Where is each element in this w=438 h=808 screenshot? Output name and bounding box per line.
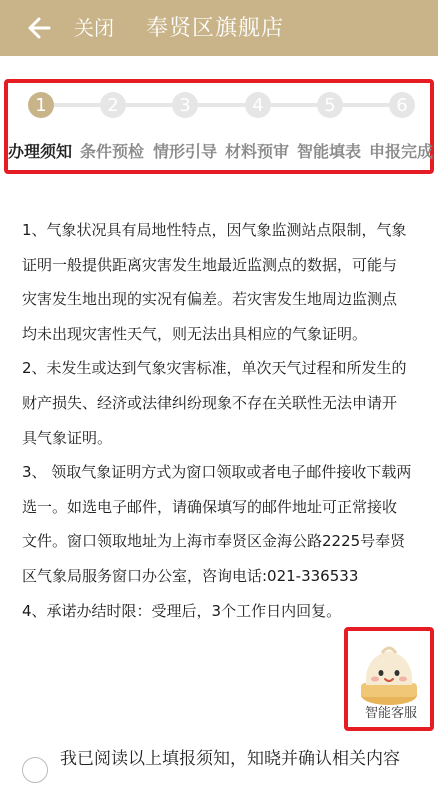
notice-line: 4、承诺办结时限：受理后，3个工作日内回复。 (22, 601, 342, 620)
top-bar (0, 0, 438, 56)
step-progress (4, 79, 434, 174)
notice-line: 文件。窗口领取地址为上海市奉贤区金海公路2225号奉贤 (22, 532, 406, 551)
notice-line: 2、未发生或达到气象灾害标准，单次天气过程和所发生的 (22, 359, 407, 378)
step-5-circle: 5 (317, 92, 343, 118)
step-3-circle: 3 (172, 92, 198, 118)
notice-line: 具气象证明。 (22, 428, 113, 447)
agree-radio[interactable] (22, 757, 48, 783)
notice-line: 均未出现灾害性天气，则无法出具相应的气象证明。 (22, 324, 368, 343)
back-button[interactable] (20, 10, 56, 46)
step-connector (271, 103, 317, 107)
smart-service-button[interactable] (344, 627, 434, 731)
step-6-label: 申报完成 (369, 142, 434, 161)
step-connector (343, 103, 389, 107)
notice-content (22, 213, 418, 628)
page-title: 奉贤区旗舰店 (146, 16, 285, 41)
step-connector (198, 103, 245, 107)
step-6-circle: 6 (389, 92, 415, 118)
step-4-label: 材料预审 (225, 142, 290, 161)
step-1-circle: 1 (28, 92, 54, 118)
back-arrow-icon (25, 15, 51, 41)
step-2-label: 条件预检 (80, 142, 145, 161)
step-5-label: 智能填表 (297, 142, 362, 161)
step-1-label: 办理须知 (8, 142, 73, 161)
notice-line: 证明一般提供距离灾害发生地最近监测点的数据，可能与 (22, 255, 398, 274)
step-4-circle: 4 (245, 92, 271, 118)
agree-text: 我已阅读以上填报须知，知晓并确认相关内容 (60, 749, 400, 769)
step-connector (54, 103, 100, 107)
notice-line: 1、气象状况具有局地性特点，因气象监测站点限制，气象 (22, 221, 407, 239)
notice-line: 区气象局服务窗口办公室，咨询电话:021-336533 (22, 566, 359, 585)
step-connector (126, 103, 172, 107)
bun-mascot-icon (348, 633, 430, 709)
step-3-label: 情形引导 (153, 142, 218, 161)
close-button[interactable]: 关闭 (74, 16, 114, 40)
step-bar (8, 83, 434, 170)
notice-line: 3、 领取气象证明方式为窗口领取或者电子邮件接收下载两 (22, 463, 412, 482)
notice-line: 财产损失、经济或法律纠纷现象不存在关联性无法申请开 (22, 393, 398, 412)
step-2-circle: 2 (100, 92, 126, 118)
notice-line: 选一。如选电子邮件，请确保填写的邮件地址可正常接收 (22, 497, 398, 516)
notice-line: 灾害发生地出现的实况有偏差。若灾害发生地周边监测点 (22, 290, 398, 309)
smart-service-label: 智能客服 (364, 706, 417, 721)
